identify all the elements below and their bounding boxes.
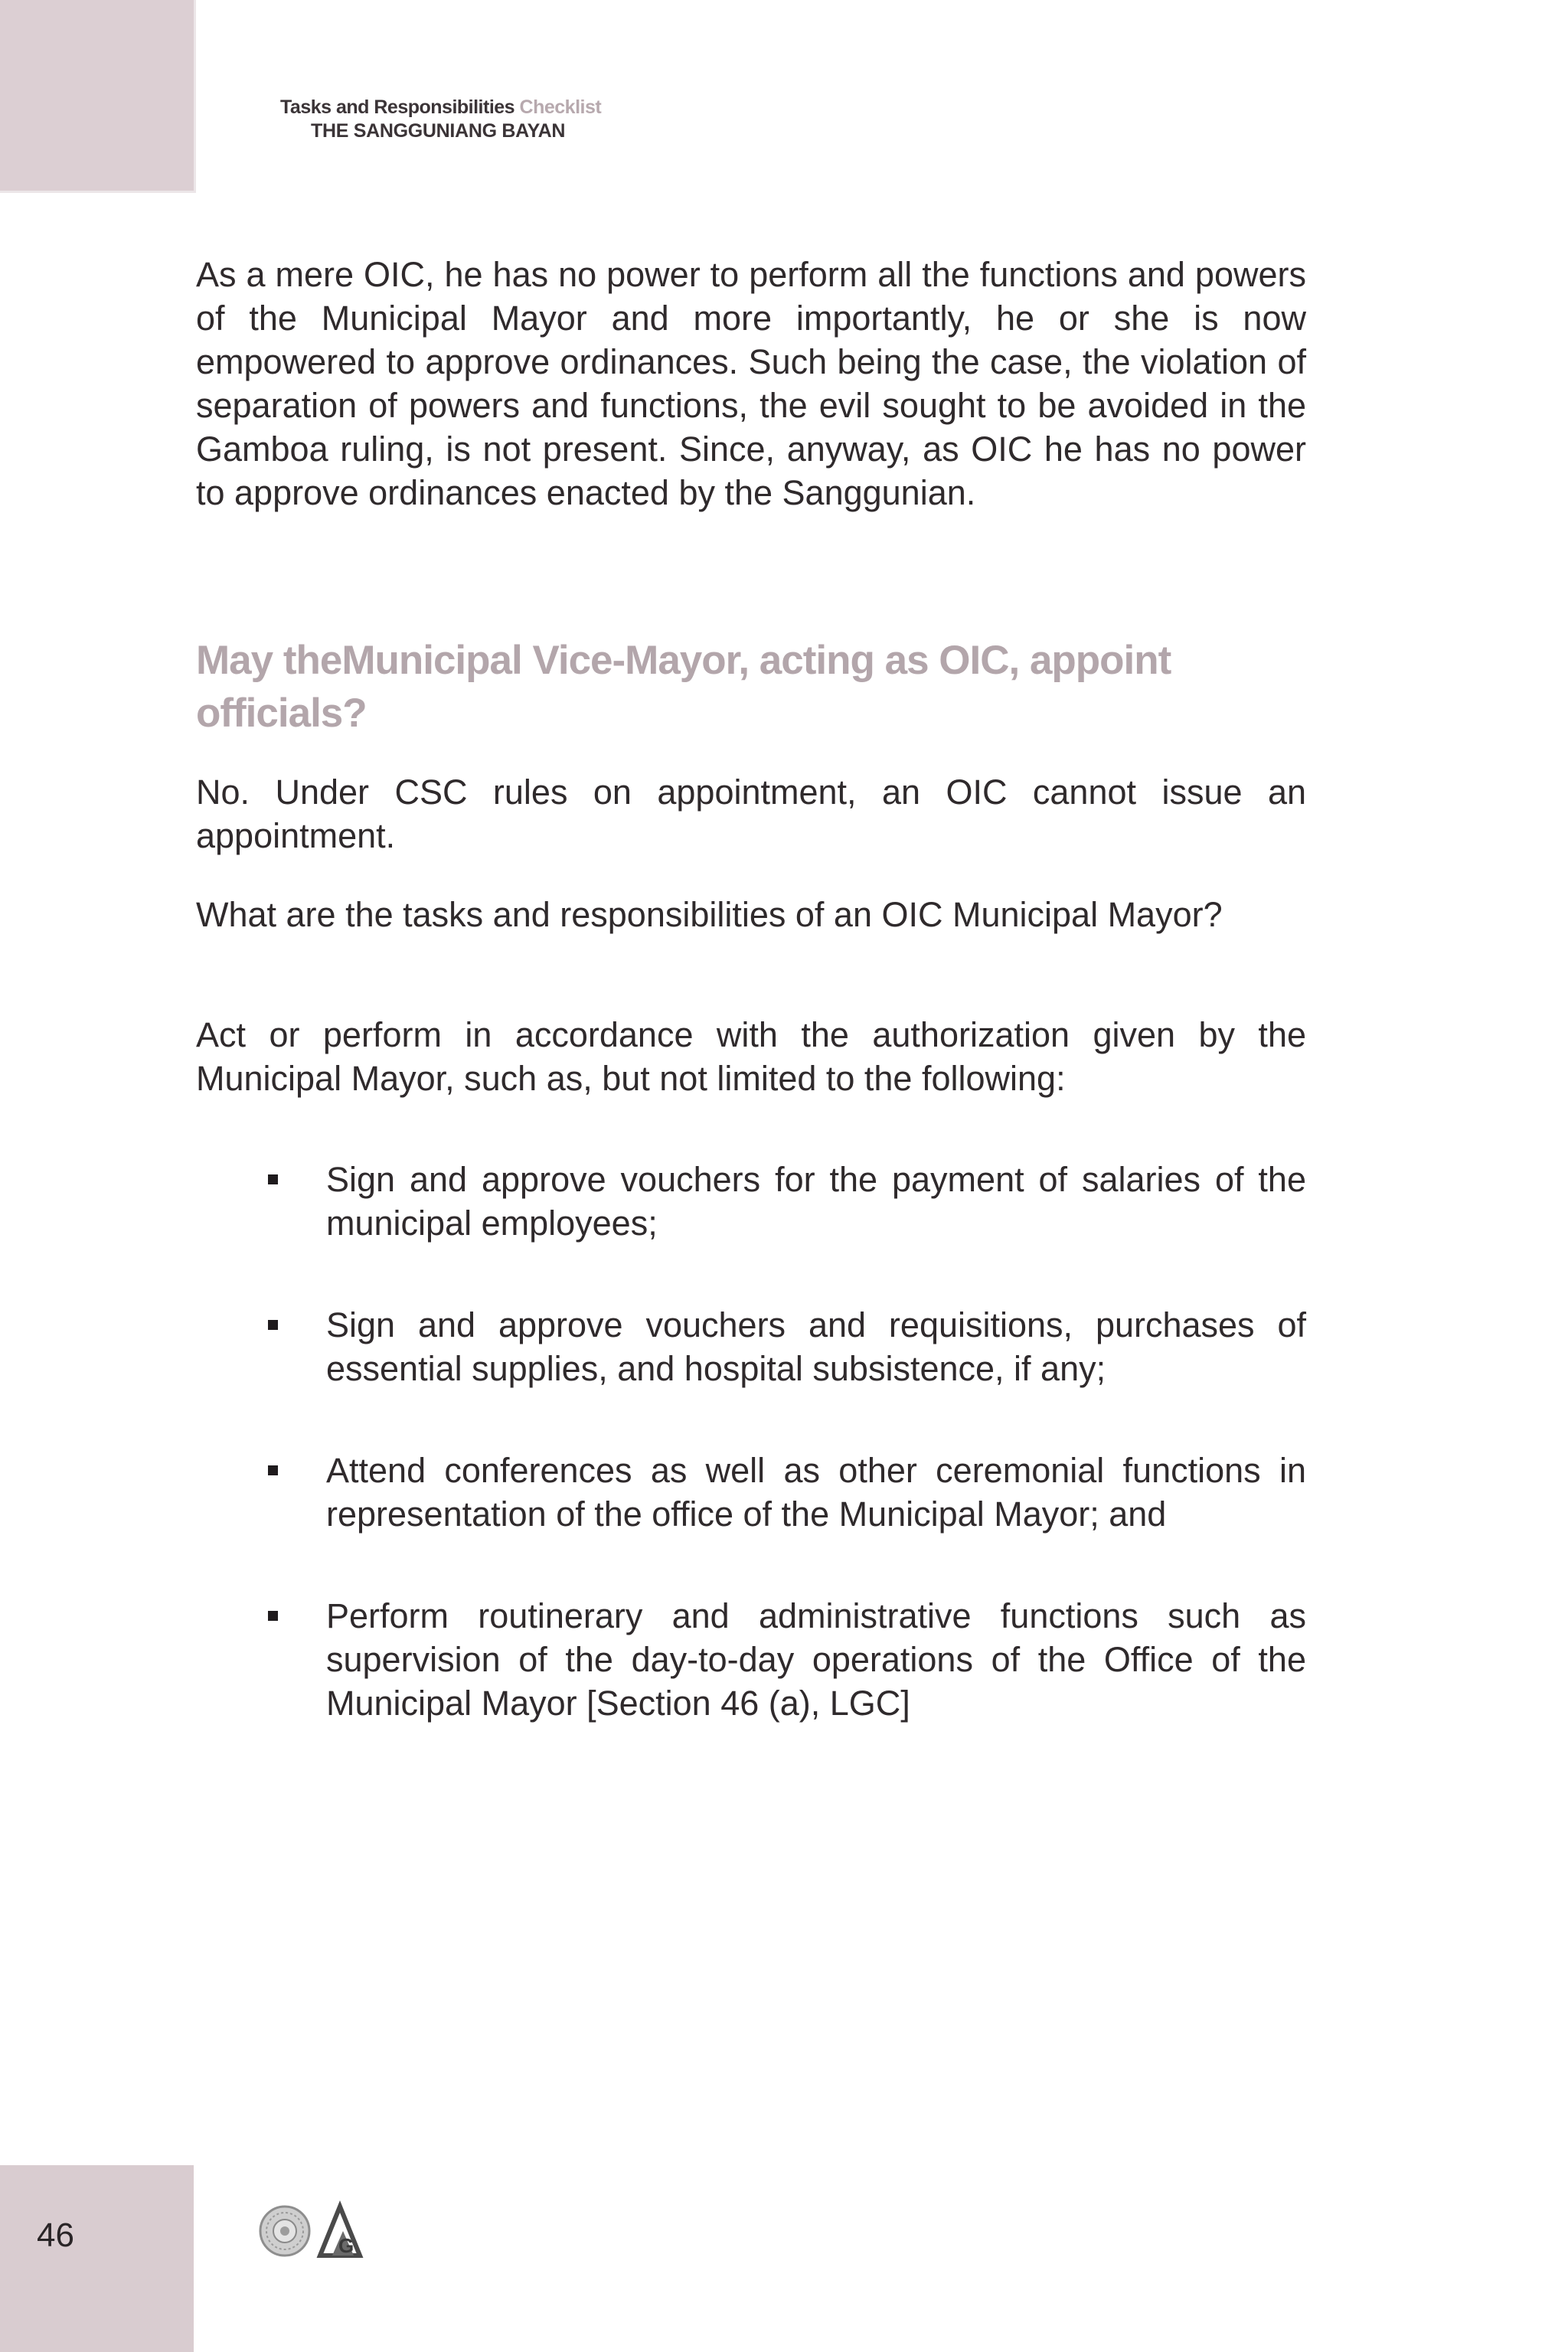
seal-logo-icon <box>260 2207 309 2256</box>
top-corner-block <box>0 0 196 193</box>
bottom-corner-block <box>0 2165 194 2352</box>
paragraph-oic-powers: As a mere OIC, he has no power to perform all the functions and powers of the Municipal Mayor and more importantly, he or she is now empowered to approve ordinances. Such being the case, the violation of separation of powers and functions, the evil sought to be avoided in the Gamboa ruling, is not present. Since, anyway, as OIC he has no power to approve ordinances enacted by the Sanggunian. <box>196 255 1306 512</box>
answer-paragraph: No. Under CSC rules on appointment, an OIC cannot issue an appointment. <box>196 773 1306 855</box>
lga-triangle-logo-icon <box>320 2207 360 2257</box>
square-bullet-icon <box>268 1320 278 1330</box>
footer-logos <box>259 2199 381 2260</box>
tasks-list <box>196 1158 1306 1725</box>
list-item-text: Perform routinerary and administrative functions such as supervision of the day-to-day operations of the Office of the Municipal Mayor [Section 46 (a), LGC] <box>326 1596 1306 1723</box>
square-bullet-icon <box>268 1465 278 1475</box>
list-item-text: Sign and approve vouchers and requisitions, purchases of essential supplies, and hospital subsistence, if any; <box>326 1305 1306 1388</box>
page-number: 46 <box>37 2216 74 2254</box>
question-paragraph: What are the tasks and responsibilities of an OIC Municipal Mayor? <box>196 895 1223 934</box>
question-heading: May theMunicipal Vice-Mayor, acting as OIC, appoint officials? <box>196 638 1171 736</box>
header-title-main: Tasks and Responsibilities <box>280 96 515 118</box>
square-bullet-icon <box>268 1611 278 1621</box>
header-title <box>280 96 601 119</box>
running-header <box>280 96 601 142</box>
svg-text:G: G <box>338 2234 354 2257</box>
list-item <box>196 1303 1306 1390</box>
square-bullet-icon <box>268 1174 278 1184</box>
intro-paragraph: Act or perform in accordance with the authorization given by the Municipal Mayor, such as, but not limited to the following: <box>196 1015 1306 1098</box>
header-subtitle: THE SANGGUNIANG BAYAN <box>311 120 566 142</box>
list-item <box>196 1594 1306 1725</box>
page-content <box>196 253 1306 1725</box>
header-title-accent: Checklist <box>519 96 602 118</box>
list-item-text: Attend conferences as well as other ceremonial functions in representation of the office of the Municipal Mayor; and <box>326 1451 1306 1534</box>
list-item <box>196 1449 1306 1536</box>
list-item-text: Sign and approve vouchers for the payment of salaries of the municipal employees; <box>326 1160 1306 1243</box>
list-item <box>196 1158 1306 1245</box>
